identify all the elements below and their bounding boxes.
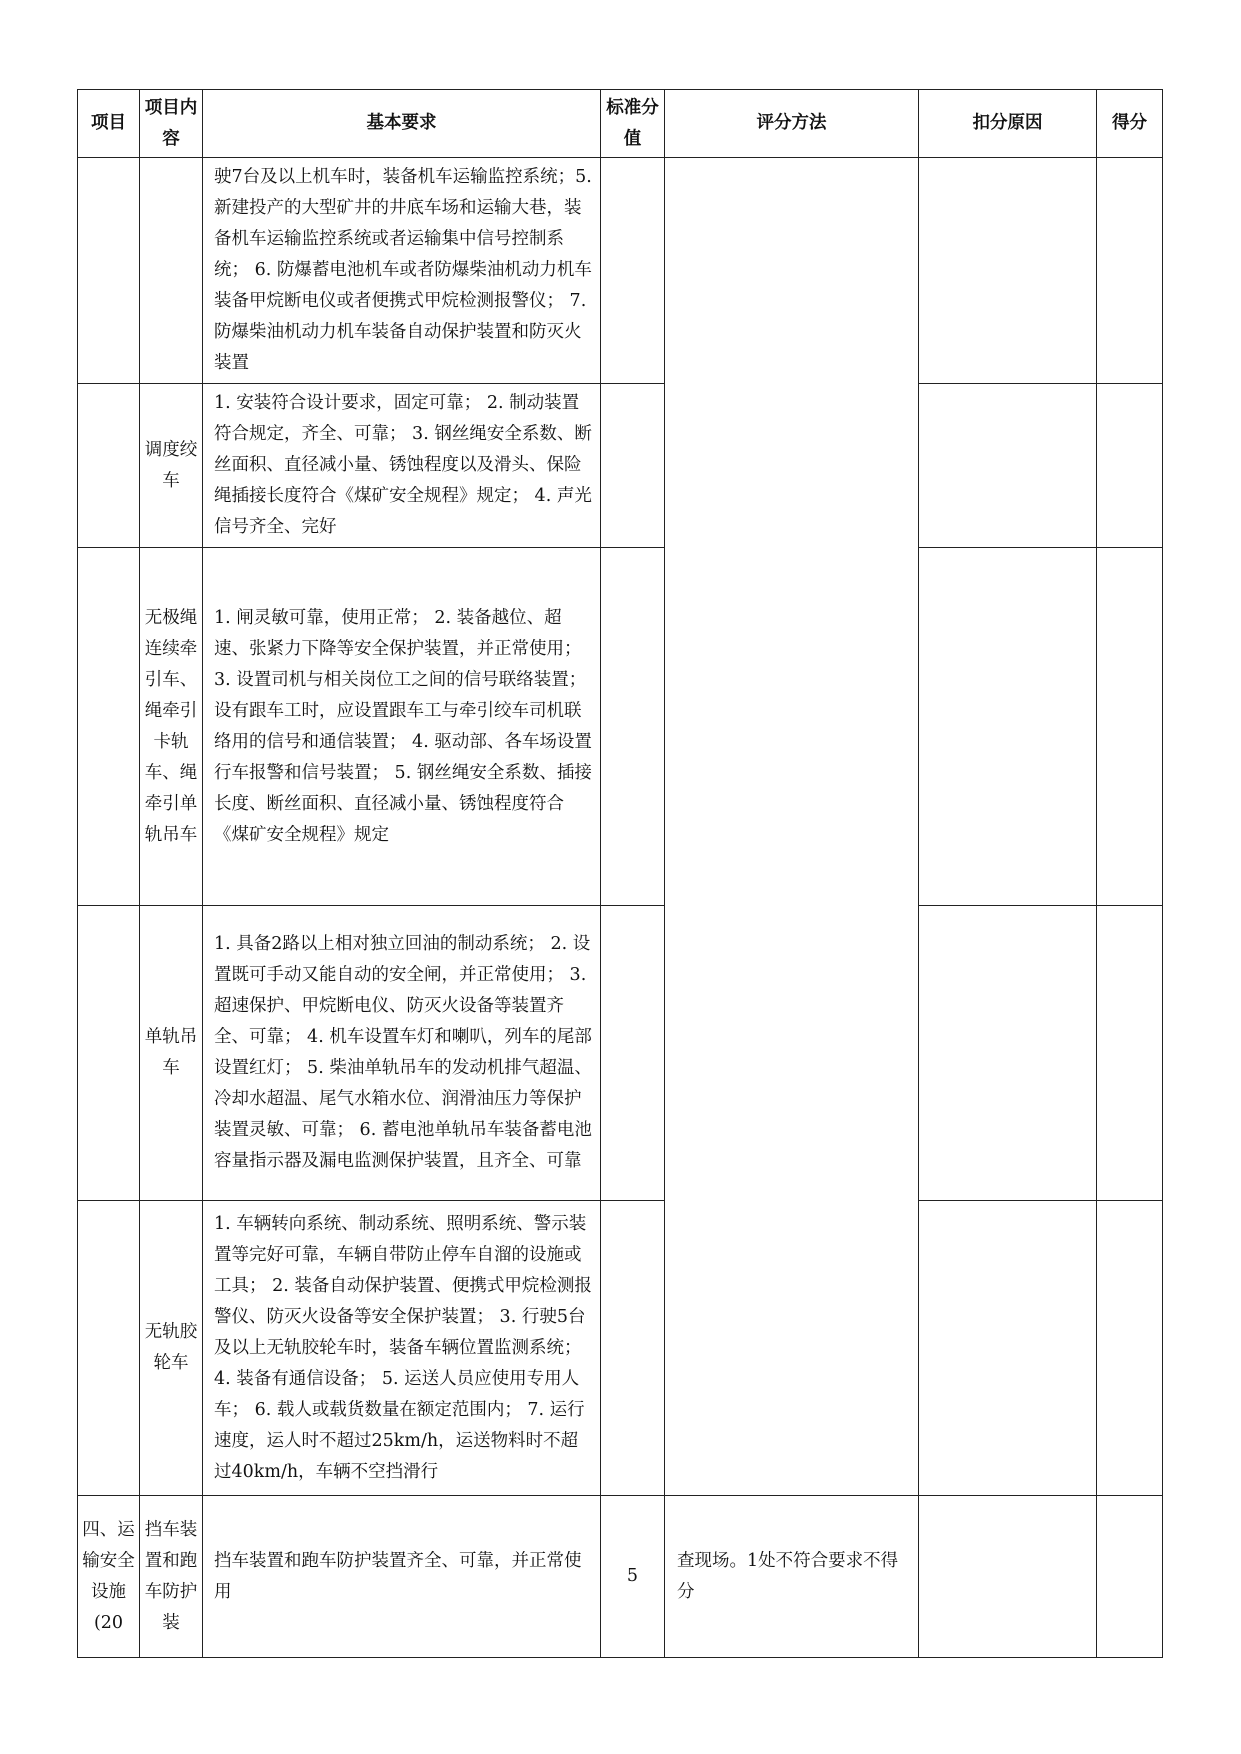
row-standard-score [601, 158, 665, 384]
table-header-row [78, 90, 1163, 158]
evaluation-table [77, 89, 1163, 1658]
table-row [78, 1201, 1163, 1496]
row-deduction-reason[interactable] [919, 158, 1097, 384]
row-standard-score: 5 [601, 1496, 665, 1658]
table-row [78, 906, 1163, 1201]
row-content: 无轨胶轮车 [140, 1201, 203, 1496]
row-content: 单轨吊车 [140, 906, 203, 1201]
row-content [140, 158, 203, 384]
row-requirement: 驶7台及以上机车时，装备机车运输监控系统；5. 新建投产的大型矿井的井底车场和运输大巷，装备机车运输监控系统或者运输集中信号控制系统； 6. 防爆蓄电池机车或者防爆柴油机动力机车装备甲烷断电仪或者便携式甲烷检测报警仪； 7. 防爆柴油机动力机车装备自动保护装置和防灭火装置 [203, 158, 601, 384]
row-item [78, 548, 140, 906]
header-content: 项目内容 [140, 90, 203, 158]
row-deduction-reason[interactable] [919, 906, 1097, 1201]
table-row [78, 158, 1163, 384]
table-row [78, 1496, 1163, 1658]
table-row [78, 384, 1163, 548]
row-deduction-reason[interactable] [919, 1201, 1097, 1496]
header-item: 项目 [78, 90, 140, 158]
row-score[interactable] [1097, 906, 1163, 1201]
header-requirement: 基本要求 [203, 90, 601, 158]
row-content: 无极绳连续牵引车、绳牵引卡轨车、绳牵引单轨吊车 [140, 548, 203, 906]
row-standard-score [601, 384, 665, 548]
row-requirement: 1. 车辆转向系统、制动系统、照明系统、警示装置等完好可靠，车辆自带防止停车自溜的设施或工具； 2. 装备自动保护装置、便携式甲烷检测报警仪、防灭火设备等安全保护装置； 3. 行驶5台及以上无轨胶轮车时，装备车辆位置监测系统； 4. 装备有通信设备； 5. 运送人员应使用专用人车； 6. 载人或载货数量在额定范围内； 7. 运行速度，运人时不超过25km/h，运送物料时不超过40km/h，车辆不空挡滑行 [203, 1201, 601, 1496]
row-score[interactable] [1097, 158, 1163, 384]
row-requirement: 1. 具备2路以上相对独立回油的制动系统； 2. 设置既可手动又能自动的安全闸，并正常使用； 3. 超速保护、甲烷断电仪、防灭火设备等装置齐全、可靠； 4. 机车设置车灯和喇叭，列车的尾部设置红灯； 5. 柴油单轨吊车的发动机排气超温、冷却水超温、尾气水箱水位、润滑油压力等保护装置灵敏、可靠； 6. 蓄电池单轨吊车装备蓄电池容量指示器及漏电监测保护装置，且齐全、可靠 [203, 906, 601, 1201]
row-standard-score [601, 906, 665, 1201]
row-requirement: 1. 闸灵敏可靠，使用正常； 2. 装备越位、超速、张紧力下降等安全保护装置，并正常使用； 3. 设置司机与相关岗位工之间的信号联络装置；设有跟车工时，应设置跟车工与牵引绞车司机联络用的信号和通信装置； 4. 驱动部、各车场设置行车报警和信号装置； 5. 钢丝绳安全系数、插接长度、断丝面积、直径减小量、锈蚀程度符合《煤矿安全规程》规定 [203, 548, 601, 906]
row-content: 挡车装置和跑车防护装 [140, 1496, 203, 1658]
row-standard-score [601, 1201, 665, 1496]
row-standard-score [601, 548, 665, 906]
row-item: 四、运输安全设施(20 [78, 1496, 140, 1658]
row-item [78, 158, 140, 384]
row-item [78, 384, 140, 548]
row-item [78, 1201, 140, 1496]
row-method: 查现场。1处不符合要求不得分 [665, 1496, 919, 1658]
row-score[interactable] [1097, 384, 1163, 548]
row-deduction-reason[interactable] [919, 1496, 1097, 1658]
row-requirement: 挡车装置和跑车防护装置齐全、可靠，并正常使用 [203, 1496, 601, 1658]
row-score[interactable] [1097, 548, 1163, 906]
header-score: 得分 [1097, 90, 1163, 158]
row-score[interactable] [1097, 1496, 1163, 1658]
header-method: 评分方法 [665, 90, 919, 158]
row-deduction-reason[interactable] [919, 384, 1097, 548]
table-row [78, 548, 1163, 906]
row-requirement: 1. 安装符合设计要求，固定可靠； 2. 制动装置符合规定，齐全、可靠； 3. 钢丝绳安全系数、断丝面积、直径减小量、锈蚀程度以及滑头、保险绳插接长度符合《煤矿安全规程》规定； 4. 声光信号齐全、完好 [203, 384, 601, 548]
row-method [665, 158, 919, 1496]
row-content: 调度绞车 [140, 384, 203, 548]
row-deduction-reason[interactable] [919, 548, 1097, 906]
header-standard-score: 标准分值 [601, 90, 665, 158]
header-deduction-reason: 扣分原因 [919, 90, 1097, 158]
row-score[interactable] [1097, 1201, 1163, 1496]
row-item [78, 906, 140, 1201]
